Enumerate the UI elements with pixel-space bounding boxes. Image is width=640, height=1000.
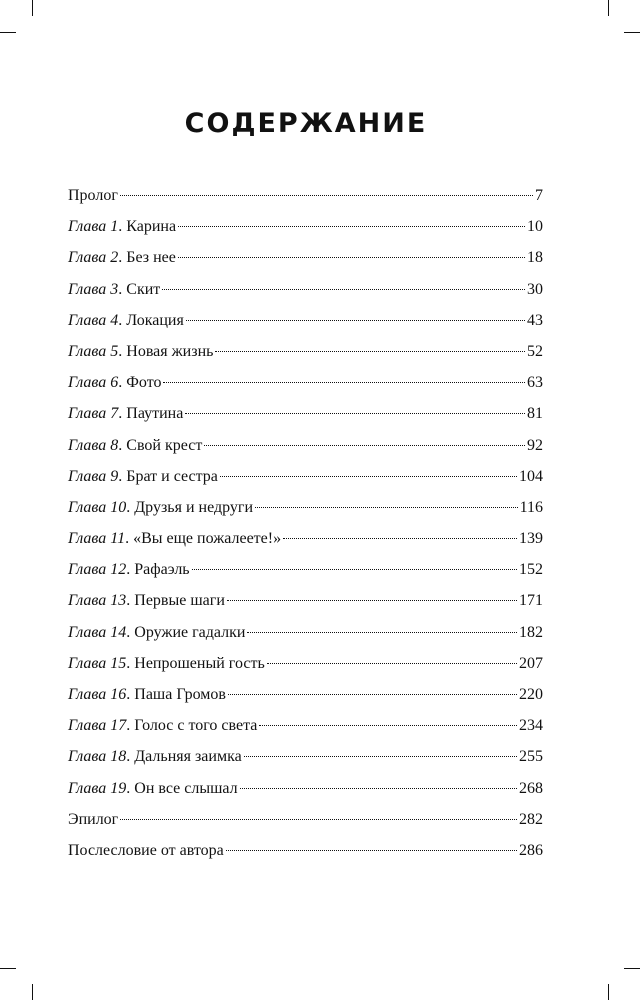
dot-leader xyxy=(120,819,517,820)
crop-mark-bottom-right-h xyxy=(624,968,640,969)
dot-leader xyxy=(185,413,525,414)
chapter-number: Глава 10 xyxy=(68,498,127,516)
chapter-number: Глава 16 xyxy=(68,686,127,703)
toc-entry[interactable] xyxy=(68,402,543,433)
toc-entry[interactable] xyxy=(68,683,543,714)
toc-entry-label: Глава 5. Новая жизнь xyxy=(68,342,214,360)
toc-entry-label: Глава 16. Паша Громов xyxy=(68,686,226,703)
page-number: 52 xyxy=(527,342,543,360)
chapter-title: «Вы еще пожалеете!» xyxy=(133,530,282,548)
dot-leader xyxy=(247,632,517,633)
page-number: 282 xyxy=(519,810,543,828)
chapter-title: Рафаэль xyxy=(134,561,190,579)
toc-entry-label: Глава 17. Голос с того света xyxy=(68,717,258,735)
toc-entry[interactable] xyxy=(68,278,543,309)
toc-entry-label: Глава 12. Рафаэль xyxy=(68,561,190,579)
chapter-title: Без нее xyxy=(126,249,176,267)
chapter-title: Он все слышал xyxy=(134,779,238,797)
toc-entry-label xyxy=(68,839,224,863)
chapter-title: Дальняя заимка xyxy=(134,748,242,766)
toc-entry-label: Глава 7. Паутина xyxy=(68,405,184,423)
dot-leader xyxy=(259,725,517,726)
dot-leader xyxy=(162,289,525,290)
page-number: 171 xyxy=(519,592,543,610)
chapter-number: Глава 9 xyxy=(68,467,119,485)
chapter-title: Скит xyxy=(126,280,161,298)
chapter-number: Глава 17 xyxy=(68,717,127,735)
toc-entry-label: Глава 19. Он все слышал xyxy=(68,779,238,797)
page-number: 10 xyxy=(527,218,543,236)
chapter-title: Паша Громов xyxy=(134,686,226,703)
page-number: 255 xyxy=(519,748,543,766)
page-number: 30 xyxy=(527,280,543,298)
toc-entry-label: Глава 14. Оружие гадалки xyxy=(68,623,246,641)
chapter-number: Глава 2 xyxy=(68,249,119,267)
chapter-number: Глава 7 xyxy=(68,405,119,423)
page-number: 43 xyxy=(527,311,543,329)
toc-entry[interactable] xyxy=(68,527,543,558)
crop-mark-bottom-left-h xyxy=(0,968,16,969)
dot-leader xyxy=(228,694,517,695)
dot-leader xyxy=(178,226,525,227)
chapter-title: Свой крест xyxy=(126,436,203,454)
toc-entry-label: Глава 11. «Вы еще пожалеете!» xyxy=(68,530,282,548)
dot-leader xyxy=(178,257,525,258)
crop-mark-top-right xyxy=(608,0,609,16)
chapter-number: Глава 18 xyxy=(68,748,127,766)
toc-entry[interactable] xyxy=(68,745,543,776)
toc-entry-label: Глава 4. Локация xyxy=(68,311,184,329)
toc-entry[interactable] xyxy=(68,340,543,371)
toc-entry-label xyxy=(68,184,118,208)
toc-entry[interactable] xyxy=(68,808,543,839)
chapter-title: Пролог xyxy=(68,187,118,204)
crop-mark-bottom-right xyxy=(608,984,609,1000)
chapter-number: Глава 8 xyxy=(68,436,119,454)
page-number: 116 xyxy=(519,498,543,516)
chapter-title: Непрошеный гость xyxy=(134,654,265,672)
page-number: 234 xyxy=(519,717,543,735)
toc-entry[interactable] xyxy=(68,777,543,808)
page-number: 220 xyxy=(519,686,543,703)
toc-entry-label: Глава 15. Непрошеный гость xyxy=(68,654,265,672)
dot-leader xyxy=(244,756,517,757)
dot-leader xyxy=(255,507,518,508)
chapter-number: Глава 19 xyxy=(68,779,127,797)
page-number: 92 xyxy=(527,436,543,454)
chapter-number: Глава 14 xyxy=(68,623,127,641)
page-number: 152 xyxy=(519,561,543,579)
toc-entry[interactable] xyxy=(68,589,543,620)
chapter-title: Друзья и недруги xyxy=(134,498,254,516)
page-number: 286 xyxy=(519,841,543,859)
page-number: 139 xyxy=(519,530,543,548)
page-number: 18 xyxy=(527,249,543,267)
toc-entry-label: Глава 18. Дальняя заимка xyxy=(68,748,242,766)
crop-mark-top-left-h xyxy=(0,32,16,33)
chapter-title: Оружие гадалки xyxy=(134,623,246,641)
chapter-title: Послесловие от автора xyxy=(68,841,224,859)
dot-leader xyxy=(120,195,533,196)
dot-leader xyxy=(226,850,517,851)
crop-mark-top-left xyxy=(32,0,33,16)
toc-entry-label: Глава 8. Свой крест xyxy=(68,436,203,454)
page-number: 268 xyxy=(519,779,543,797)
toc-entry[interactable] xyxy=(68,714,543,745)
chapter-title: Фото xyxy=(126,374,162,392)
chapter-number: Глава 13 xyxy=(68,592,127,610)
page-number: 7 xyxy=(535,187,543,204)
page-number: 81 xyxy=(527,405,543,423)
chapter-number: Глава 1 xyxy=(68,218,119,236)
chapter-number: Глава 12 xyxy=(68,561,127,579)
dot-leader xyxy=(163,382,525,383)
toc-entry[interactable] xyxy=(68,558,543,589)
chapter-title: Эпилог xyxy=(68,810,119,828)
toc-entry-label: Глава 13. Первые шаги xyxy=(68,592,225,610)
chapter-number: Глава 15 xyxy=(68,654,127,672)
toc-entry-label: Глава 6. Фото xyxy=(68,374,162,392)
page-number: 182 xyxy=(519,623,543,641)
chapter-number: Глава 5 xyxy=(68,342,119,360)
toc-entry-label: Глава 1. Карина xyxy=(68,218,177,236)
dot-leader xyxy=(267,663,517,664)
chapter-number: Глава 11 xyxy=(68,530,126,548)
chapter-title: Голос с того света xyxy=(134,717,258,735)
page-number: 207 xyxy=(519,654,543,672)
chapter-number: Глава 3 xyxy=(68,280,119,298)
toc-entry[interactable] xyxy=(68,309,543,340)
toc-entry[interactable] xyxy=(68,434,543,465)
dot-leader xyxy=(227,600,517,601)
toc-entry-label: Глава 10. Друзья и недруги xyxy=(68,498,254,516)
toc-entry[interactable] xyxy=(68,496,543,527)
toc-entry-label: Глава 9. Брат и сестра xyxy=(68,467,218,485)
chapter-title: Локация xyxy=(126,311,184,329)
dot-leader xyxy=(204,445,525,446)
dot-leader xyxy=(215,351,525,352)
dot-leader xyxy=(283,538,517,539)
toc-entry[interactable] xyxy=(68,215,543,246)
chapter-title: Брат и сестра xyxy=(126,467,218,485)
toc-entry[interactable] xyxy=(68,621,543,652)
toc-entry-label: Глава 2. Без нее xyxy=(68,249,176,267)
toc-entry[interactable] xyxy=(68,184,543,215)
dot-leader xyxy=(240,788,517,789)
crop-mark-top-right-h xyxy=(624,32,640,33)
chapter-number: Глава 6 xyxy=(68,374,119,392)
toc-entry-label: Глава 3. Скит xyxy=(68,280,161,298)
toc-entry[interactable] xyxy=(68,839,543,870)
page-number: 63 xyxy=(527,374,543,392)
page-number: 104 xyxy=(519,467,543,485)
table-of-contents xyxy=(68,184,543,870)
toc-entry[interactable] xyxy=(68,465,543,496)
toc-entry-label xyxy=(68,808,118,832)
page-title: СОДЕРЖАНИЕ xyxy=(184,108,428,139)
chapter-title: Первые шаги xyxy=(134,592,225,610)
toc-entry[interactable] xyxy=(68,246,543,277)
crop-mark-bottom-left xyxy=(32,984,33,1000)
chapter-title: Карина xyxy=(126,218,177,236)
chapter-number: Глава 4 xyxy=(68,311,119,329)
dot-leader xyxy=(220,476,517,477)
dot-leader xyxy=(186,320,525,321)
toc-entry[interactable] xyxy=(68,371,543,402)
chapter-title: Паутина xyxy=(126,405,184,423)
toc-entry[interactable] xyxy=(68,652,543,683)
dot-leader xyxy=(192,569,517,570)
chapter-title: Новая жизнь xyxy=(126,342,214,360)
